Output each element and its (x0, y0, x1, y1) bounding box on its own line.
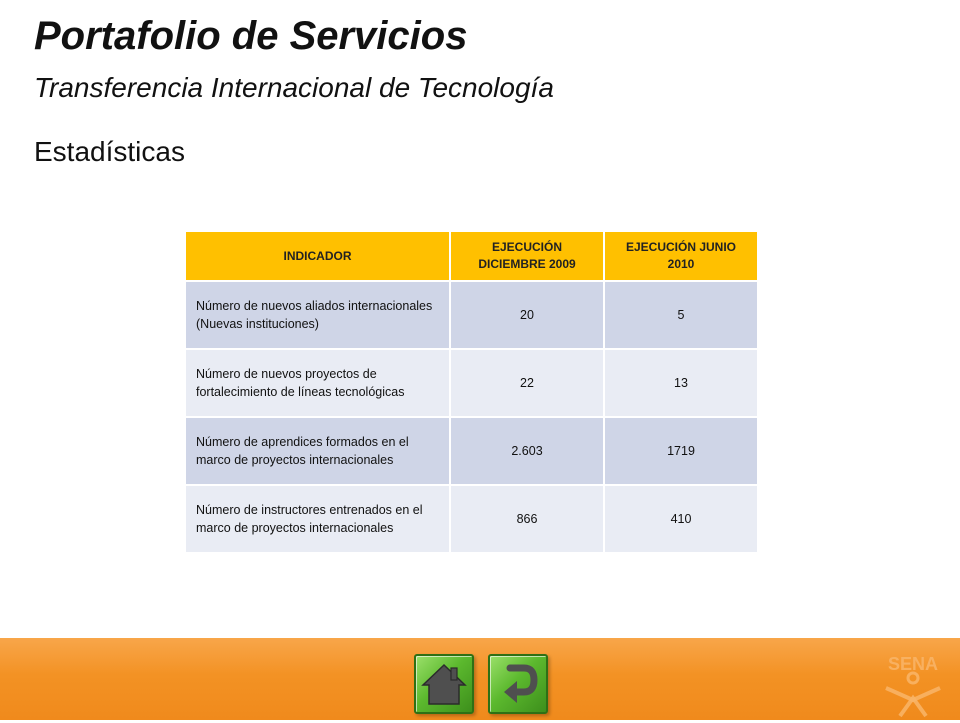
dec2009-cell: 20 (450, 281, 604, 349)
table-header-row (186, 232, 758, 281)
jun2010-cell: 13 (604, 349, 758, 417)
jun2010-cell: 5 (604, 281, 758, 349)
column-header-diciembre-2009: EJECUCIÓN DICIEMBRE 2009 (450, 232, 604, 281)
column-header-junio-2010: EJECUCIÓN JUNIO 2010 (604, 232, 758, 281)
indicator-cell: Número de instructores entrenados en el marco de proyectos internacionales (186, 485, 450, 553)
return-arrow-icon (490, 656, 546, 712)
page-title: Portafolio de Servicios (34, 14, 468, 58)
table-row (186, 349, 758, 417)
dec2009-cell: 2.603 (450, 417, 604, 485)
dec2009-cell: 22 (450, 349, 604, 417)
logo-text: SENA (887, 654, 939, 674)
home-icon (416, 656, 472, 712)
table-row (186, 417, 758, 485)
table-row (186, 281, 758, 349)
dec2009-cell: 866 (450, 485, 604, 553)
statistics-table (186, 232, 759, 554)
home-button[interactable] (414, 654, 474, 714)
return-button[interactable] (488, 654, 548, 714)
indicator-cell: Número de nuevos aliados internacionales (Nuevas instituciones) (186, 281, 450, 349)
table-row (186, 485, 758, 553)
section-heading: Estadísticas (34, 136, 185, 167)
column-header-indicador: INDICADOR (186, 232, 450, 281)
indicator-cell: Número de aprendices formados en el marco de proyectos internacionales (186, 417, 450, 485)
jun2010-cell: 410 (604, 485, 758, 553)
indicator-cell: Número de nuevos proyectos de fortalecimiento de líneas tecnológicas (186, 349, 450, 417)
sena-logo-icon (872, 652, 954, 718)
page-subtitle: Transferencia Internacional de Tecnología (34, 72, 554, 103)
footer-bar (0, 638, 960, 720)
jun2010-cell: 1719 (604, 417, 758, 485)
sena-logo (872, 652, 954, 718)
